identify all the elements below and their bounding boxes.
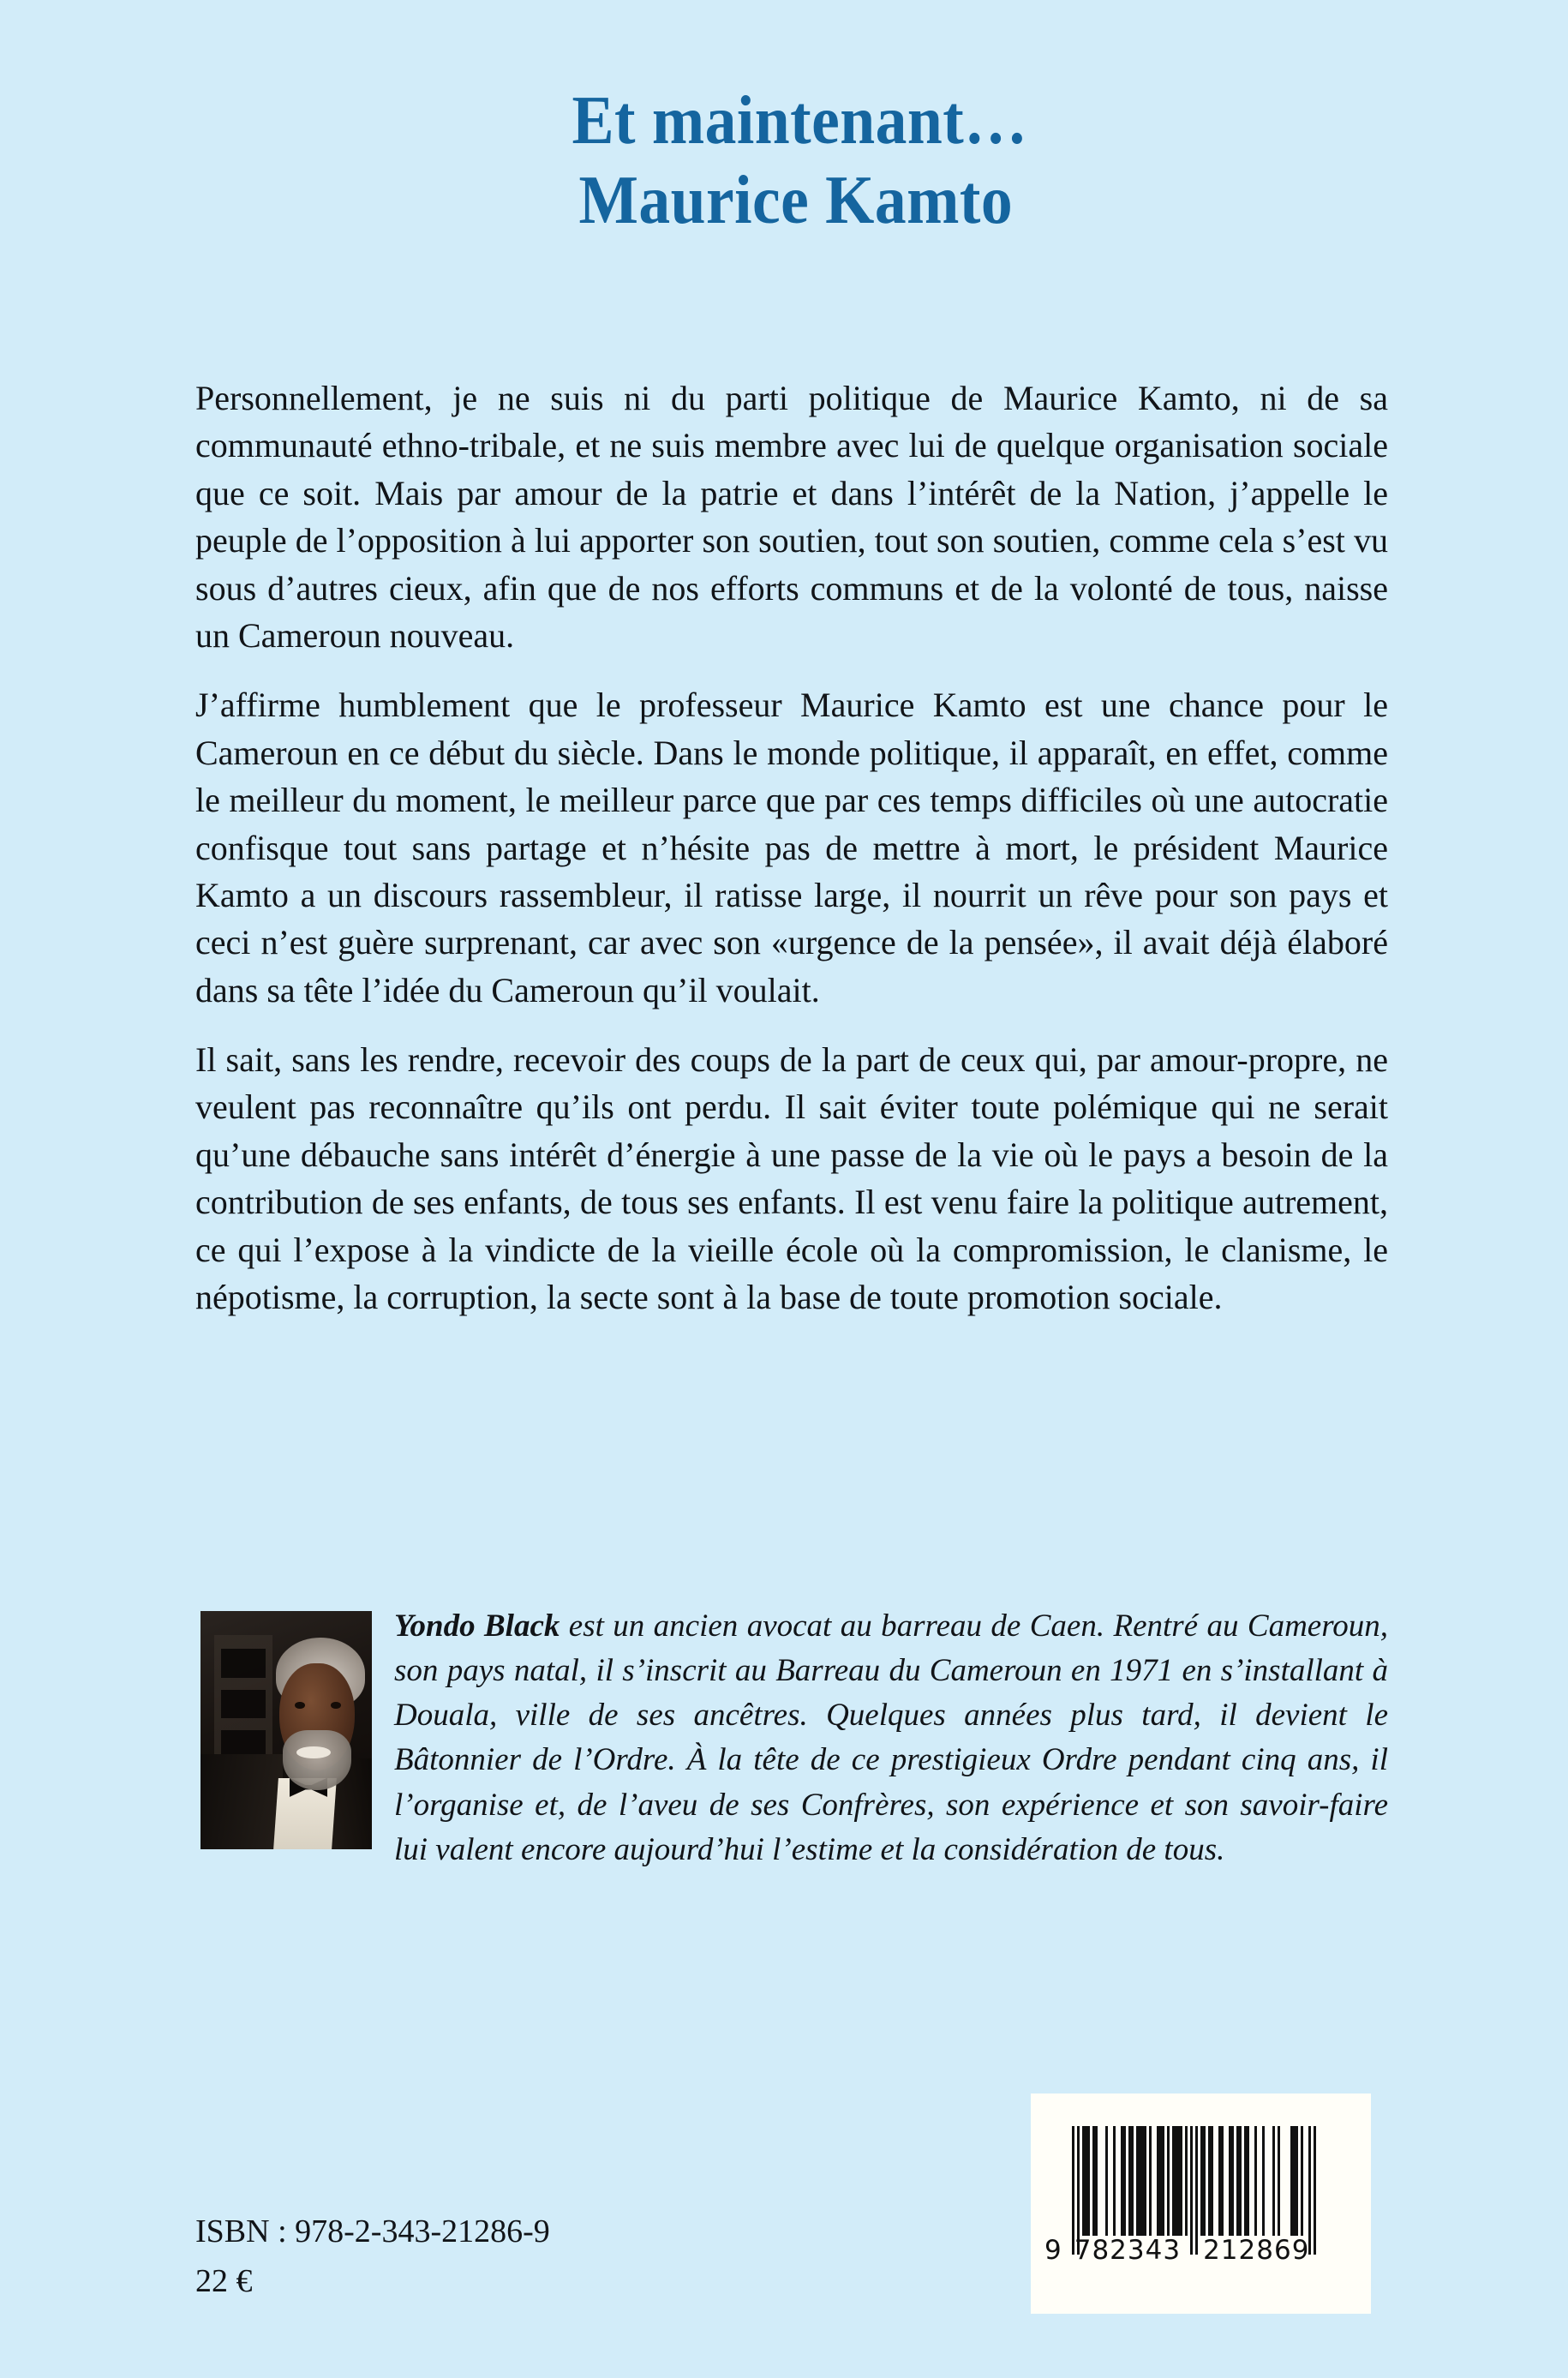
author-bio-body: est un ancien avocat au barreau de Caen. Rentré au Cameroun, son pays natal, il s’inscrit au Barreau du Cameroun en 1971 en s’installant à Douala, ville de ses ancêtres. Quelques années plus tard, il devient le Bâtonnier de l’Ordre. À la tête de ce prestigieux Ordre pendant cinq ans, il l’organise et, de l’aveu de ses Confrères, son expérience et son savoir-faire lui valent encore aujourd’hui l’estime et la considération de tous. bbox=[394, 1608, 1388, 1867]
price-text: 22 € bbox=[195, 2262, 253, 2299]
author-bio bbox=[195, 1604, 1388, 1872]
barcode-bar bbox=[1105, 2126, 1108, 2236]
author-name: Yondo Black bbox=[394, 1608, 560, 1644]
barcode-bar bbox=[1167, 2126, 1170, 2236]
photo-eye-left bbox=[295, 1702, 305, 1709]
barcode-lead-digit: 9 bbox=[1044, 2235, 1062, 2266]
barcode-bar bbox=[1157, 2126, 1164, 2236]
barcode-bar bbox=[1200, 2126, 1206, 2236]
blurb-text bbox=[195, 374, 1388, 1321]
barcode-bar bbox=[1301, 2126, 1303, 2236]
barcode-bar bbox=[1092, 2126, 1098, 2236]
author-bio-text bbox=[195, 1604, 1388, 1872]
photo-eye-right bbox=[331, 1702, 341, 1709]
barcode-bar bbox=[1172, 2126, 1182, 2236]
barcode-bar bbox=[1113, 2126, 1116, 2236]
blurb-paragraph: Personnellement, je ne suis ni du parti politique de Maurice Kamto, ni de sa communauté ethno-tribale, et ne suis membre avec lui de quelque organisation sociale que ce soit. Mais par amour de la patrie et dans l’intérêt de la Nation, j’appelle le peuple de l’opposition à lui apporter son soutien, tout son soutien, comme cela s’est vu sous d’autres cieux, afin que de nos efforts communs et de la volonté de tous, naisse un Cameroun nouveau. bbox=[195, 379, 1388, 655]
photo-window-pane bbox=[221, 1649, 266, 1677]
blurb-paragraph: Il sait, sans les rendre, recevoir des coups de la part de ceux qui, par amour-propre, ne veulent pas reconnaître qu’ils ont perdu. Il sait éviter toute polémique qui ne serait qu’une débauche sans intérêt d’énergie à une passe de la vie où le pays a besoin de la contribution de ses enfants, de tous ses enfants. Il est venu faire la politique autrement, ce qui l’expose à la vindicte de la vieille école où la compromission, le clanisme, le népotisme, la corruption, la secte sont à la base de toute promotion sociale. bbox=[195, 1040, 1388, 1317]
barcode-right-group: 212869 bbox=[1203, 2235, 1310, 2266]
barcode-left-group: 782343 bbox=[1074, 2235, 1182, 2266]
barcode-bar bbox=[1290, 2126, 1298, 2236]
barcode-bar bbox=[1185, 2126, 1188, 2236]
barcode-bar bbox=[1082, 2126, 1090, 2236]
barcode-bar bbox=[1272, 2126, 1275, 2236]
barcode-inner bbox=[1044, 2126, 1350, 2298]
barcode-bar bbox=[1218, 2126, 1224, 2236]
barcode bbox=[1031, 2093, 1371, 2314]
barcode-bar bbox=[1254, 2126, 1257, 2236]
title-line-1: Et maintenant… bbox=[572, 83, 1028, 159]
barcode-bar bbox=[1278, 2126, 1280, 2236]
photo-jacket-left bbox=[200, 1754, 283, 1849]
isbn-price-block bbox=[195, 2207, 550, 2307]
isbn-text: ISBN : 978-2-343-21286-9 bbox=[195, 2213, 550, 2249]
barcode-digits bbox=[1044, 2235, 1350, 2266]
book-title bbox=[0, 81, 1568, 241]
barcode-bar bbox=[1262, 2126, 1265, 2236]
barcode-bar bbox=[1136, 2126, 1146, 2236]
author-photo bbox=[200, 1611, 372, 1849]
photo-window-pane bbox=[221, 1690, 266, 1718]
title-line-2: Maurice Kamto bbox=[578, 162, 1014, 238]
barcode-bar bbox=[1244, 2126, 1249, 2236]
barcode-bar bbox=[1236, 2126, 1242, 2236]
barcode-bar bbox=[1128, 2126, 1134, 2236]
barcode-bar bbox=[1149, 2126, 1152, 2236]
barcode-bar bbox=[1229, 2126, 1234, 2236]
blurb-paragraph: J’affirme humblement que le professeur Maurice Kamto est une chance pour le Cameroun en ce début du siècle. Dans le monde politique, il apparaît, en effet, comme le meilleur du moment, le meilleur parce que par ces temps difficiles où une autocratie confisque tout sans partage et n’hésite pas de mettre à mort, le président Maurice Kamto a un discours rassembleur, il ratisse large, il nourrit un rêve pour son pays et ceci n’est guère surprenant, car avec son «urgence de la pensée», il avait déjà élaboré dans sa tête l’idée du Cameroun qu’il voulait. bbox=[195, 686, 1388, 1009]
photo-beard bbox=[283, 1730, 351, 1790]
barcode-bar bbox=[1208, 2126, 1213, 2236]
barcode-bar bbox=[1121, 2126, 1126, 2236]
